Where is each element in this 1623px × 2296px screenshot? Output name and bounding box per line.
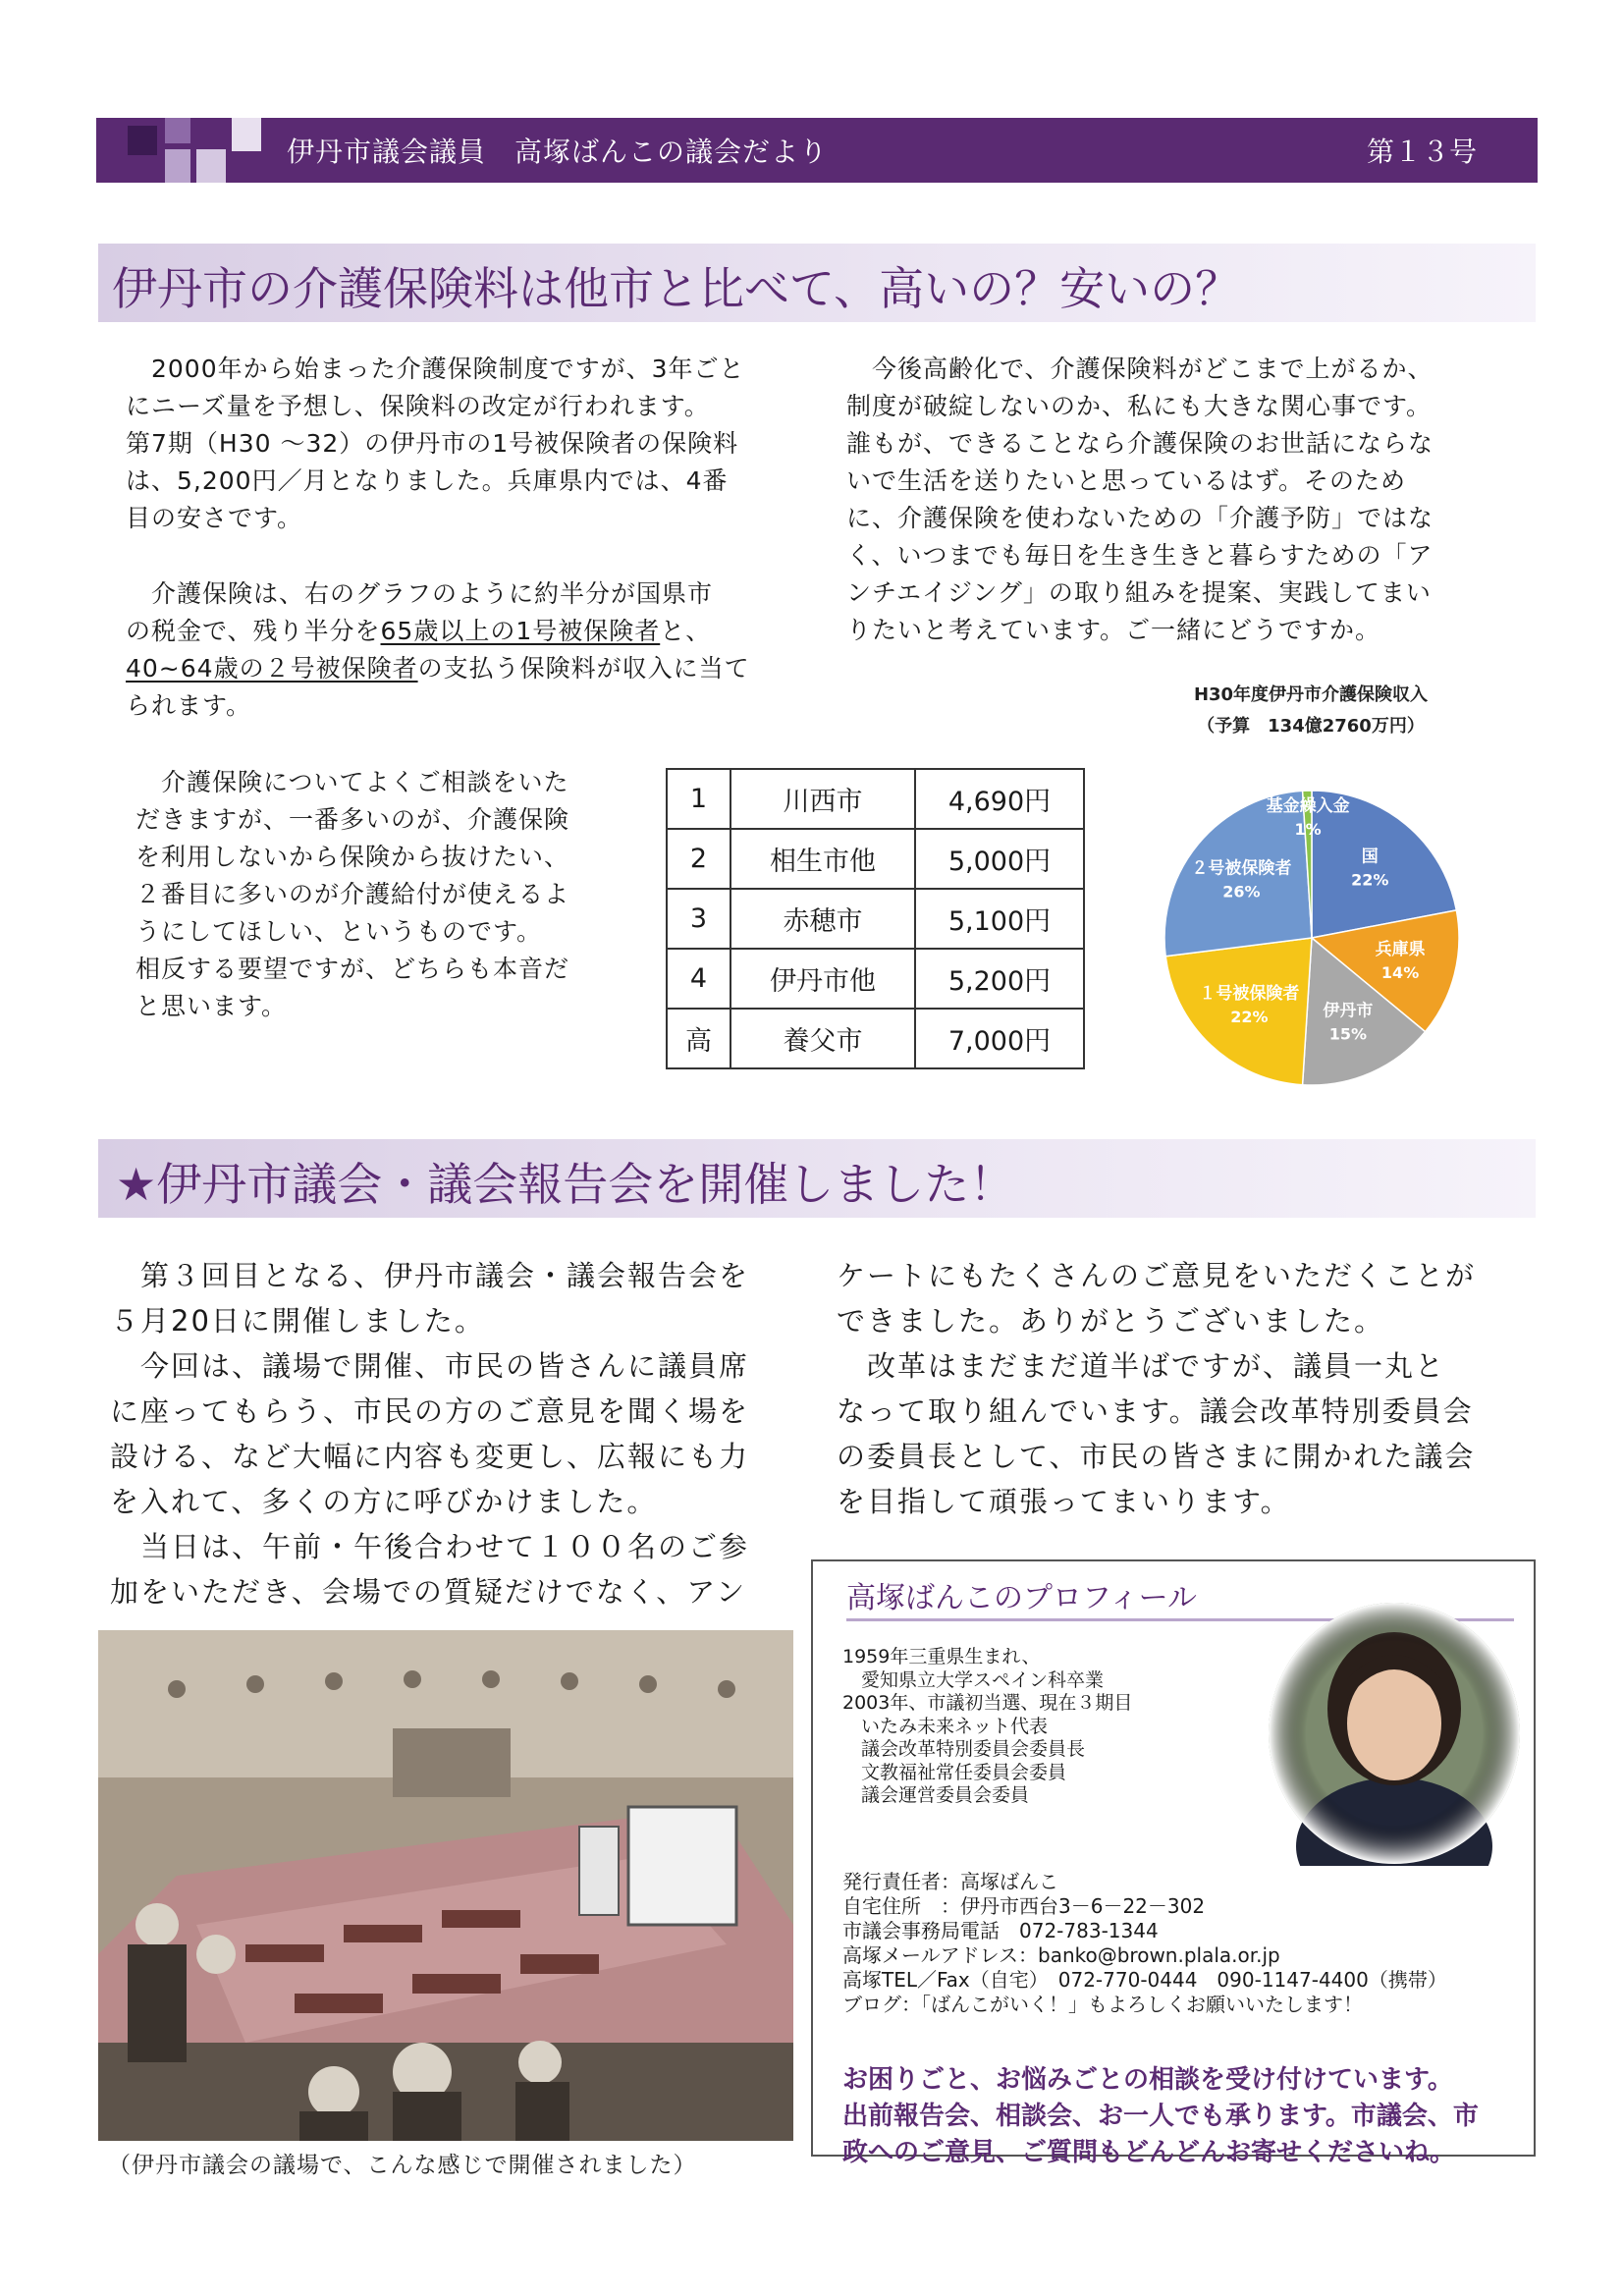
header-decor-square (165, 118, 190, 143)
bio-line: いたみ未来ネット代表 (842, 1715, 1049, 1737)
contact-line: ブログ：「ばんこがいく！」もよろしくお願いいたします！ (842, 1993, 1363, 2016)
text-line: できました。ありがとうございました。 (837, 1304, 1385, 1338)
bio-line: 1959年三重県生まれ、 (842, 1646, 1041, 1667)
header-decor-square (232, 118, 261, 151)
text-line: と思います。 (135, 992, 288, 1020)
text-span: の税金で、残り半分を (126, 617, 381, 645)
header-decor-square (128, 126, 157, 155)
premium-ranking-table (666, 768, 1085, 1069)
text-line: いで生活を送りたいと思っているはず。そのため (846, 466, 1407, 495)
article-paragraph (135, 764, 569, 1025)
text-line: 相反する要望ですが、どちらも本音だ (135, 955, 570, 983)
rank-cell: 2 (667, 829, 730, 889)
profile-notice (842, 2062, 1479, 2171)
council-chamber-photo (98, 1630, 793, 2141)
underlined-text: 40~64歳の２号被保険者 (126, 654, 418, 683)
contact-line: 高塚TEL／Fax（自宅） 072-770-0444 090-1147-4400（携帯） (842, 1968, 1447, 1992)
profile-title: 高塚ばんこのプロフィール (846, 1581, 1197, 1615)
text-line: の委員長として、市民の皆さまに開かれた議会 (837, 1440, 1476, 1473)
text-line: 2000年から始まった介護保険制度ですが、3年ごと (126, 355, 745, 383)
slice-label: 伊丹市 (1323, 1001, 1374, 1021)
text-span: と、 (660, 617, 712, 645)
text-line: に座ってもらう、市民の方のご意見を聞く場を (110, 1394, 750, 1428)
slice-label: 基金繰入金 (1266, 796, 1350, 817)
text-line: 制度が破綻しないのか、私にも大きな関心事です。 (846, 392, 1433, 420)
notice-line: 出前報告会、相談会、お一人でも承ります。市議会、市 (842, 2102, 1479, 2131)
table-row (667, 769, 1084, 829)
text-line: は、5,200円／月となりました。兵庫県内では、4番 (126, 466, 729, 495)
header-decor-square (196, 149, 226, 183)
underlined-text: 65歳以上の1号被保険者 (380, 617, 661, 645)
bio-line: 議会運営委員会委員 (842, 1784, 1030, 1806)
table-row (667, 1009, 1084, 1068)
text-line: なって取り組んでいます。議会改革特別委員会 (837, 1394, 1474, 1428)
text-line: 設ける、など大幅に内容も変更し、広報にも力 (110, 1440, 750, 1473)
text-line: 今回は、議場で開催、市民の皆さんに議員席 (110, 1349, 750, 1383)
text-line: に、介護保険を使わないための「介護予防」ではな (846, 504, 1434, 532)
city-cell: 川西市 (730, 769, 915, 829)
notice-line: お困りごと、お悩みごとの相談を受け付けています。 (842, 2065, 1453, 2095)
fee-cell: 7,000円 (915, 1009, 1084, 1068)
rank-cell: 1 (667, 769, 730, 829)
text-line: 当日は、午前・午後合わせて１００名のご参 (110, 1530, 750, 1563)
text-span: の支払う保険料が収入に当て (417, 654, 750, 683)
text-line (126, 613, 750, 650)
text-line: りたいと考えています。ご一緒にどうですか。 (846, 616, 1381, 644)
city-cell: 伊丹市他 (730, 949, 915, 1009)
chart-title-block (1139, 680, 1483, 742)
text-line: 目の安さです。 (126, 504, 303, 532)
photo-caption: （伊丹市議会の議場で、こんな感じで開催されました） (108, 2153, 697, 2178)
slice-label: １号被保険者 (1199, 983, 1300, 1004)
header-decor-square (165, 149, 190, 183)
text-line: うにしてほしい、というものです。 (135, 917, 543, 946)
city-cell: 養父市 (730, 1009, 915, 1068)
table-row (667, 949, 1084, 1009)
text-line: 改革はまだまだ道半ばですが、議員一丸と (837, 1349, 1446, 1383)
text-line: 第３回目となる、伊丹市議会・議会報告会を (110, 1259, 750, 1292)
contact-line: 自宅住所 ：伊丹市西台3－6－22－302 (842, 1894, 1206, 1918)
bio-line: 愛知県立大学スペイン科卒業 (842, 1668, 1105, 1691)
rank-cell: 3 (667, 889, 730, 949)
text-line: ンチエイジング」の取り組みを提案、実践してまい (846, 578, 1432, 607)
slice-label: ２号被保険者 (1191, 858, 1292, 879)
text-line: 今後高齢化で、介護保険料がどこまで上がるか、 (846, 355, 1434, 383)
text-line: られます。 (126, 691, 252, 720)
fee-cell: 4,690円 (915, 769, 1084, 829)
rank-cell: 4 (667, 949, 730, 1009)
article-paragraph (126, 351, 745, 537)
text-line: 加をいただき、会場での質疑だけでなく、アン (110, 1575, 747, 1609)
contact-line: 市議会事務局電話 072-783-1344 (842, 1919, 1159, 1942)
article-paragraph (837, 1253, 1476, 1524)
article-paragraph (846, 351, 1434, 649)
text-line: にニーズ量を予想し、保険料の改定が行われます。 (126, 392, 710, 420)
contact-email[interactable]: 高塚メールアドレス：banko@brown.plala.or.jp (842, 1943, 1280, 1967)
city-cell: 赤穂市 (730, 889, 915, 949)
city-cell: 相生市他 (730, 829, 915, 889)
table-row (667, 889, 1084, 949)
text-line: ２番目に多いのが介護給付が使えるよ (135, 880, 570, 908)
chart-subtitle: （予算 134億2760万円） (1197, 716, 1425, 737)
article-paragraph (110, 1253, 749, 1614)
fee-cell: 5,000円 (915, 829, 1084, 889)
article-paragraph (126, 575, 750, 725)
slice-label: 兵庫県 (1375, 940, 1426, 960)
slice-value-label: 22% (1351, 870, 1389, 890)
slice-value-label: 14% (1380, 963, 1420, 983)
section-heading: ★伊丹市議会・議会報告会を開催しました！ (116, 1158, 1015, 1211)
text-line: を入れて、多くの方に呼びかけました。 (110, 1485, 658, 1518)
text-line: 介護保険は、右のグラフのように約半分が国県市 (126, 579, 714, 608)
text-line: だきますが、一番多いのが、介護保険 (135, 805, 570, 834)
profile-contact (842, 1870, 1447, 2017)
bio-line: 議会改革特別委員会委員長 (842, 1738, 1086, 1760)
bio-line: 文教福祉常任委員会委員 (842, 1761, 1067, 1783)
text-line: ケートにもたくさんのご意見をいただくことが (837, 1259, 1477, 1292)
table-row (667, 829, 1084, 889)
rank-cell: 高 (667, 1009, 730, 1068)
slice-value-label: 1% (1294, 820, 1322, 840)
contact-line: 発行責任者：高塚ばんこ (842, 1870, 1058, 1893)
text-line: 第7期（H30 ～32）の伊丹市の1号被保険者の保険料 (126, 429, 739, 458)
text-line: 誰もが、できることなら介護保険のお世話にならな (846, 429, 1434, 458)
fee-cell: 5,200円 (915, 949, 1084, 1009)
notice-line: 政へのご意見、ご質問もどんどんお寄せくださいね。 (842, 2138, 1456, 2167)
profile-bio (842, 1646, 1132, 1808)
slice-value-label: 15% (1328, 1024, 1368, 1044)
slice-label: 国 (1361, 847, 1379, 867)
slice-value-label: 22% (1230, 1007, 1269, 1026)
issue-number: 第１３号 (1367, 136, 1478, 168)
pie-chart (1129, 766, 1494, 1100)
text-line (126, 650, 750, 687)
profile-avatar (1267, 1601, 1522, 1866)
text-line: を利用しないから保険から抜けたい、 (135, 843, 570, 871)
bio-line: 2003年、市議初当選、現在３期目 (842, 1692, 1133, 1714)
text-line: く、いつまでも毎日を生き生きと暮らすための「ア (846, 541, 1434, 570)
text-line: ５月20日に開催しました。 (110, 1304, 485, 1338)
slice-value-label: 26% (1222, 882, 1261, 902)
newsletter-title: 伊丹市議会議員 高塚ばんこの議会だより (287, 136, 829, 168)
section-heading: 伊丹市の介護保険料は他市と比べて、高いの？安いの？ (112, 262, 1241, 315)
chart-title: H30年度伊丹市介護保険収入 (1193, 684, 1429, 705)
fee-cell: 5,100円 (915, 889, 1084, 949)
text-line: 介護保険についてよくご相談をいた (135, 768, 569, 796)
text-line: を目指して頑張ってまいります。 (837, 1485, 1291, 1518)
